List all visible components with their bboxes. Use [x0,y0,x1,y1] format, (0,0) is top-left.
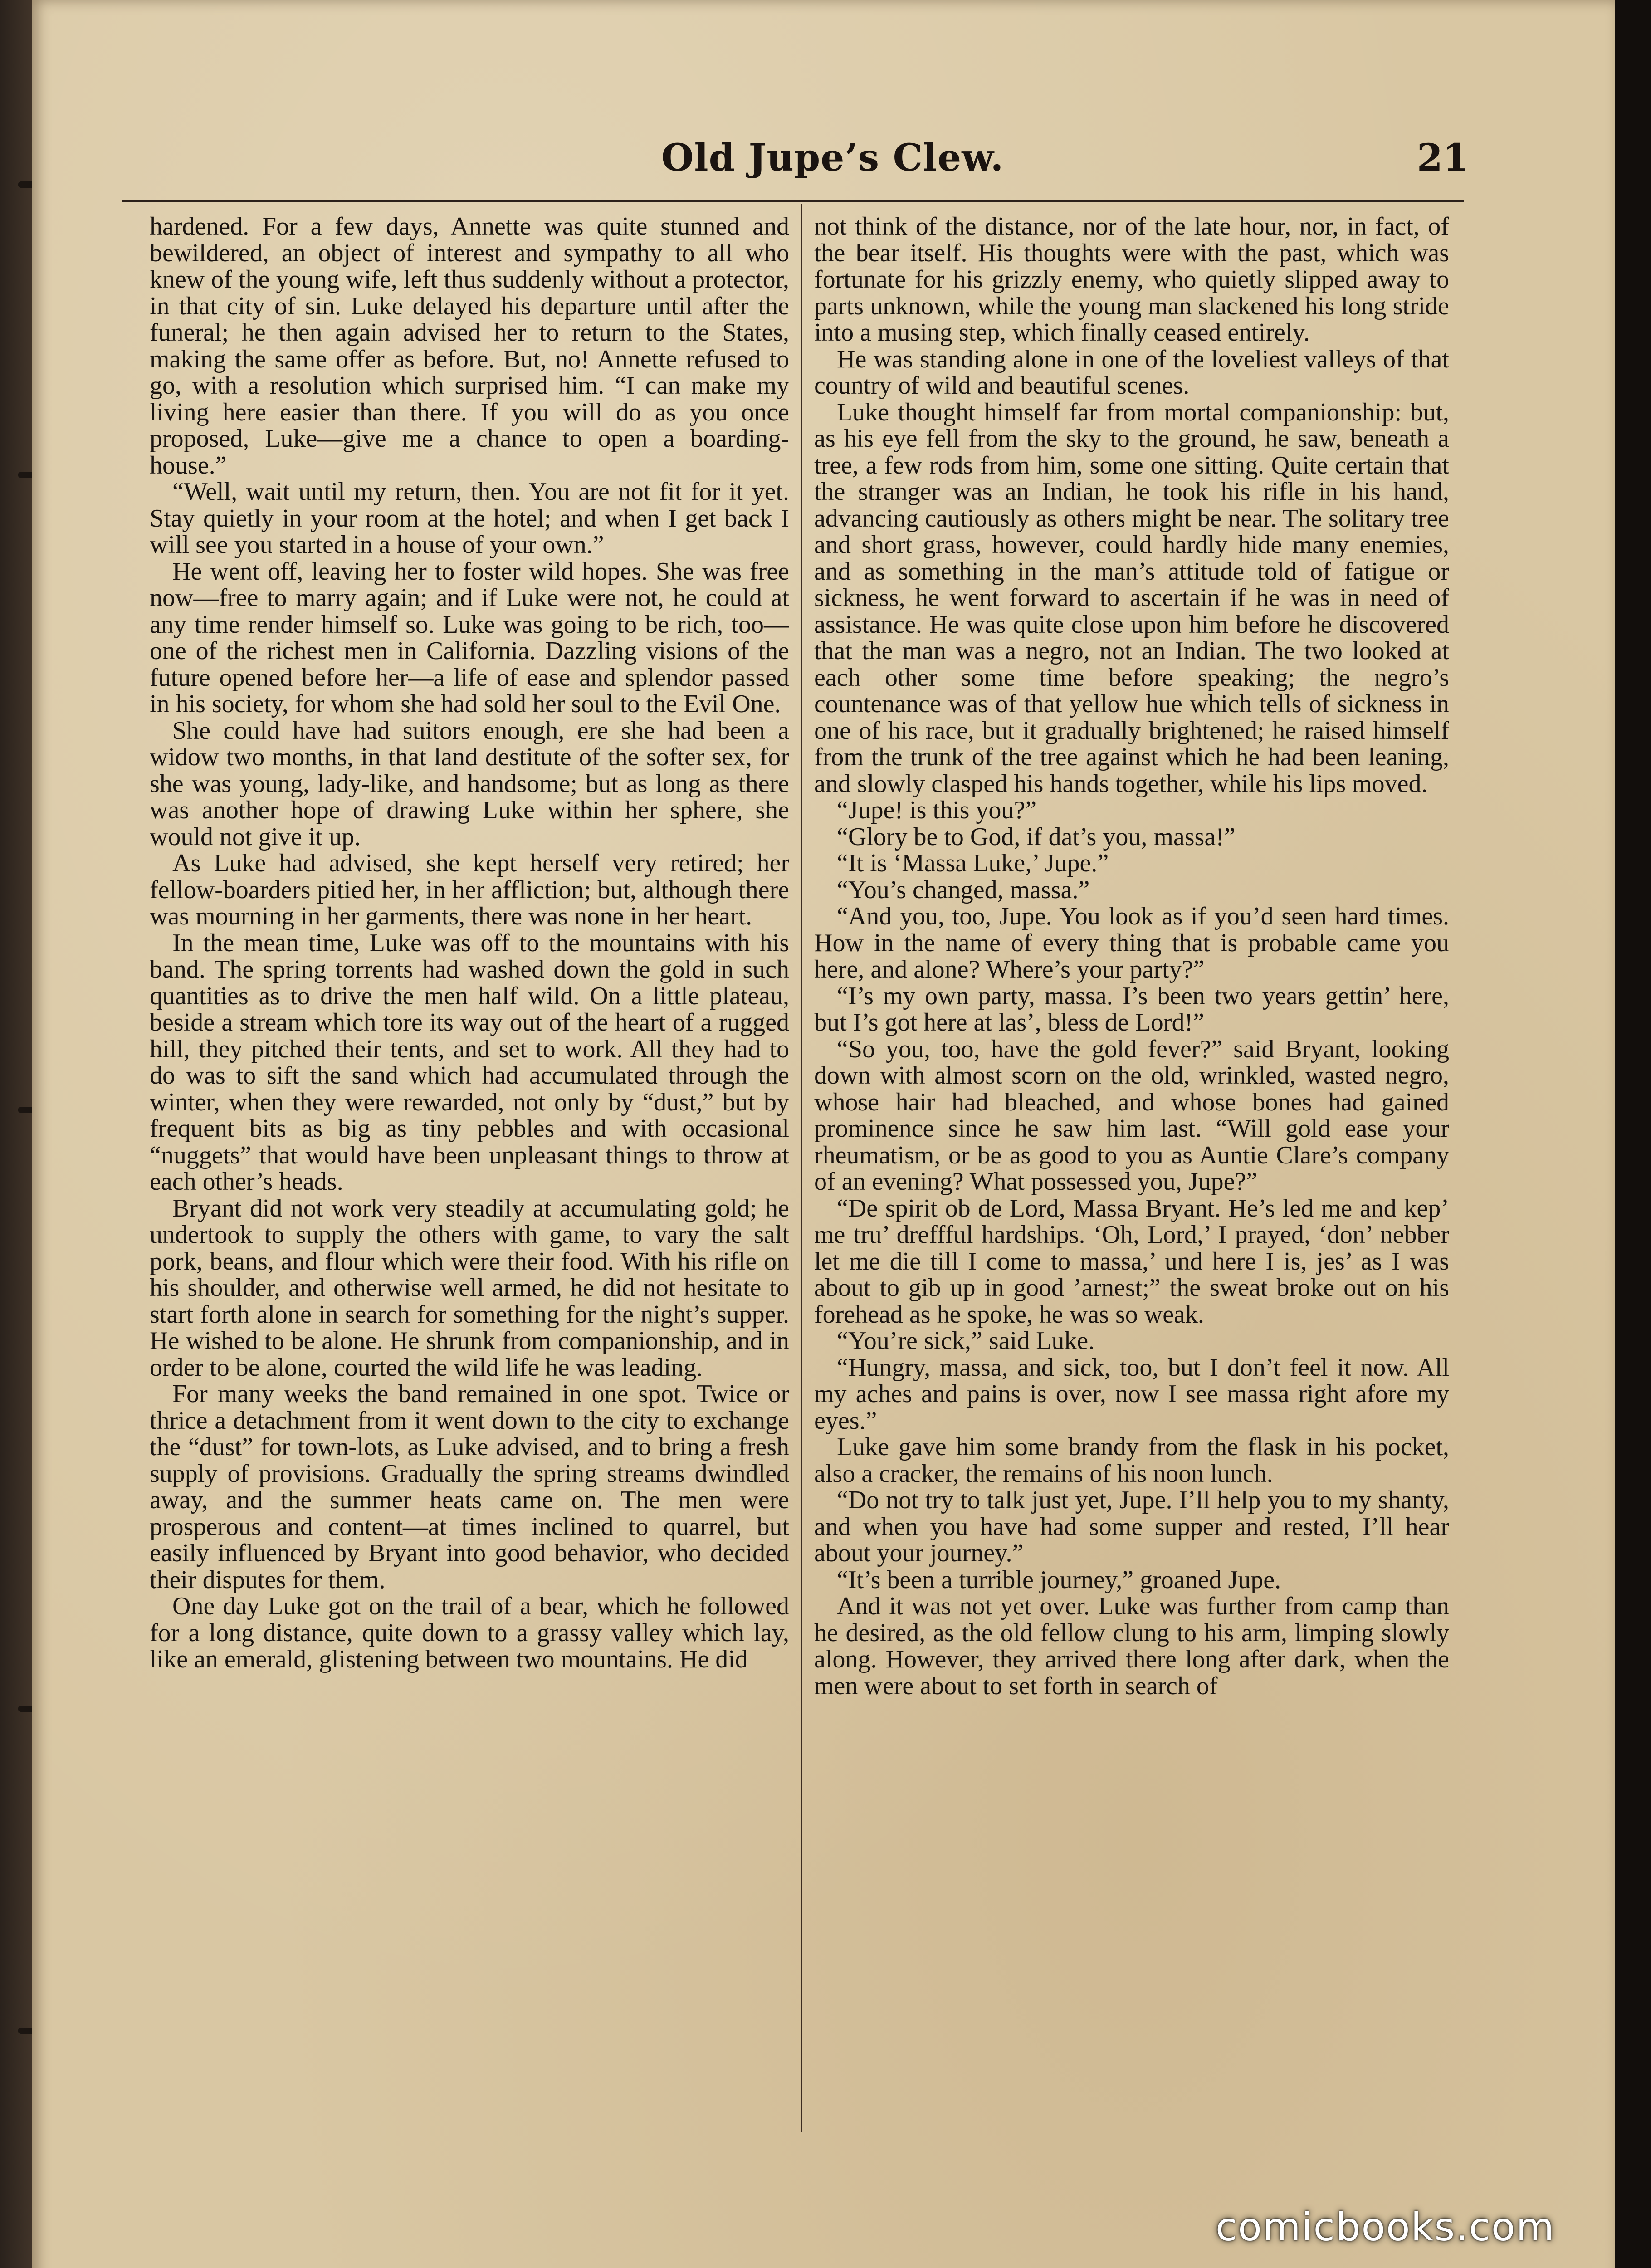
paragraph: “You’re sick,” said Luke. [837,1327,1095,1355]
right-text-column [814,213,1449,2146]
paragraph: She could have had suitors enough, ere she had been a widow two months, in that land destitute of the softer sex, for she was young, lady-like, and handsome; but as long as there was another hope of drawing Luke within her sphere, she would not give it up. [150,716,789,851]
paragraph: hardened. For a few days, Annette was quite stunned and bewildered, an object of interest and sympathy to all who knew of the young wife, left thus suddenly without a protector, in that city of sin. Luke delayed his departure until after the funeral; he then again advised her to return to the States, making the same offer as before. But, no! Annette refused to go, with a resolution which surprised him. “I can make my living here easier than there. If you will do as you once proposed, Luke—give me a chance to open a boarding-house.” [150,213,789,479]
paragraph: not think of the distance, nor of the late hour, nor, in fact, of the bear itself. His thoughts were with the past, which was fortunate for his grizzly enemy, who quietly slipped away to parts unknown, while the young man slackened his long stride into a musing step, which finally ceased entirely. [814,213,1449,347]
paragraph: “Hungry, massa, and sick, too, but I don’t feel it now. All my aches and pains is over, now I see massa right afore my eyes.” [814,1353,1449,1435]
paragraph: “And you, too, Jupe. You look as if you’d seen hard times. How in the name of every thing that is probable came you here, and alone? Where’s your party?” [814,902,1449,983]
paragraph: “It is ‘Massa Luke,’ Jupe.” [837,849,1109,877]
site-watermark: comicbooks.com [1216,2204,1555,2250]
page-edge-shadow [1615,0,1651,2268]
paragraph: He went off, leaving her to foster wild hopes. She was free now—free to marry again; and if Luke were not, he could at any time render himself so. Luke was going to be rich, too—one of the richest men in California. Dazzling visions of the future opened before her—a life of ease and splendor passed in his society, for whom she had sold her soul to the Evil One. [150,557,789,718]
paragraph: “Well, wait until my return, then. You are not fit for it yet. Stay quietly in your room at the hotel; and when I get back I will see you started in a house of your own.” [150,478,789,559]
paragraph: “I’s my own party, massa. I’s been two years gettin’ here, but I’s got here at las’, bless de Lord!” [814,982,1449,1036]
column-divider [801,204,802,2132]
paragraph: Bryant did not work very steadily at accumulating gold; he undertook to supply the others with game, to vary the salt pork, beans, and flour which were their food. With his rifle on his shoulder, and otherwise well armed, he did not hesitate to start forth alone in search for something for the night’s supper. He wished to be alone. He shrunk from companionship, and in order to be alone, courted the wild life he was leading. [150,1194,789,1382]
paragraph: “De spirit ob de Lord, Massa Bryant. He’s led me and kep’ me tru’ dreffful hardships. ‘Oh, Lord,’ I prayed, ‘don’ nebber let me die till I come to massa,’ und here I is, jes’ as I was about to gib up in good ’arnest;” the sweat broke out on his forehead as he spoke, he was so weak. [814,1194,1449,1329]
paragraph: And it was not yet over. Luke was further from camp than he desired, as the old fellow clung to his arm, limping slowly along. However, they arrived there long after dark, when the men were about to set forth in search of [814,1592,1449,1700]
paragraph: He was standing alone in one of the loveliest valleys of that country of wild and beautiful scenes. [814,345,1449,400]
paragraph: “So you, too, have the gold fever?” said Bryant, looking down with almost scorn on the old, wrinkled, wasted negro, whose hair had bleached, and whose bones had gained prominence since he saw him last. “Will gold ease your rheumatism, or be as good to you as Auntie Clare’s company of an evening? What possessed you, Jupe?” [814,1035,1449,1196]
paragraph: Luke gave him some brandy from the flask in his pocket, also a cracker, the remains of his noon lunch. [814,1433,1449,1488]
running-header [122,136,1469,195]
paragraph: In the mean time, Luke was off to the mountains with his band. The spring torrents had washed down the gold in such quantities as to drive the men half wild. On a little plateau, beside a stream which tore its way out of the heart of a rugged hill, they pitched their tents, and set to work. All they had to do was to sift the sand which had accumulated through the winter, when they were rewarded, not only by “dust,” but by frequent bits as big as tiny pebbles and with occasional “nuggets” that would have been unpleasant things to throw at each other’s heads. [150,929,789,1196]
paragraph: “You’s changed, massa.” [837,875,1090,904]
header-rule [122,200,1464,202]
paragraph: “It’s been a turrible journey,” groaned Jupe. [837,1565,1281,1594]
paragraph: “Do not try to talk just yet, Jupe. I’ll help you to my shanty, and when you have had some supper and rested, I’ll hear about your journey.” [814,1486,1449,1567]
paragraph: “Jupe! is this you?” [837,796,1037,824]
left-text-column [150,213,789,2146]
paragraph: For many weeks the band remained in one spot. Twice or thrice a detachment from it went down to the city to exchange the “dust” for town-lots, as Luke advised, and to bring a fresh supply of provisions. Gradually the spring streams dwindled away, and the summer heats came on. The men were prosperous and content—at times inclined to quarrel, but easily influenced by Bryant into good behavior, who decided their disputes for them. [150,1380,789,1594]
running-title: Old Jupe’s Clew. [661,136,1004,180]
page-number: 21 [1417,136,1469,180]
paragraph: One day Luke got on the trail of a bear, which he followed for a long distance, quite down to a grassy valley which lay, like an emerald, glistening between two mountains. He did [150,1592,789,1673]
paragraph: Luke thought himself far from mortal companionship: but, as his eye fell from the sky to the ground, he saw, beneath a tree, a few rods from him, some one sitting. Quite certain that the stranger was an Indian, he took his rifle in his hand, advancing cautiously as others might be near. The solitary tree and short grass, however, could hardly hide many enemies, and as something in the man’s attitude told of fatigue or sickness, he went forward to ascertain if he was in need of assistance. He was quite close upon him before he discovered that the man was a negro, not an Indian. The two looked at each other some time before speaking; the negro’s countenance was of that yellow hue which tells of sickness in one of his race, but it gradually brightened; he raised himself from the trunk of the tree against which he had been leaning, and slowly clasped his hands together, while his lips moved. [814,398,1449,798]
paragraph: “Glory be to God, if dat’s you, massa!” [837,822,1236,851]
paragraph: As Luke had advised, she kept herself very retired; her fellow-boarders pitied her, in her affliction; but, although there was mourning in her garments, there was none in her heart. [150,849,789,930]
